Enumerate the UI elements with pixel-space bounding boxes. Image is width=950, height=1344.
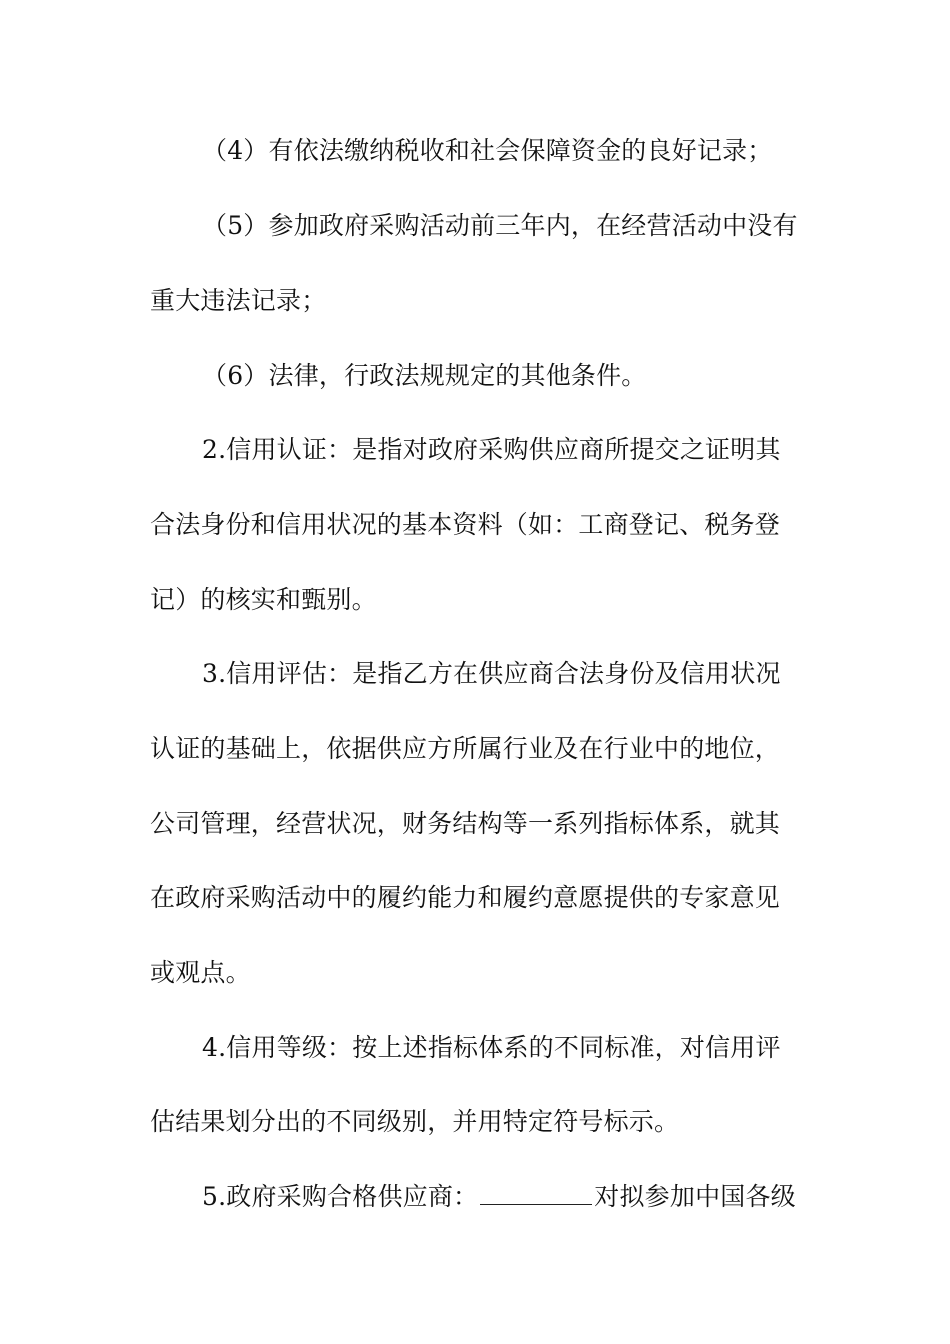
paragraph-line: （5）参加政府采购活动前三年内，在经营活动中没有	[202, 211, 798, 240]
line-text-before-blank: 5.政府采购合格供应商：	[202, 1182, 479, 1211]
paragraph-line: 公司管理，经营状况，财务结构等一系列指标体系，就其	[150, 809, 781, 838]
paragraph-line: 3.信用评估：是指乙方在供应商合法身份及信用状况	[202, 659, 781, 688]
paragraph-line: 2.信用认证：是指对政府采购供应商所提交之证明其	[202, 435, 781, 464]
paragraph-line: 在政府采购活动中的履约能力和履约意愿提供的专家意见	[150, 883, 781, 912]
paragraph-line: 认证的基础上，依据供应方所属行业及在行业中的地位，	[150, 734, 781, 763]
paragraph-line-with-blank	[202, 1179, 862, 1215]
paragraph-line: 估结果划分出的不同级别，并用特定符号标示。	[150, 1107, 680, 1136]
paragraph-line: 或观点。	[150, 958, 251, 987]
paragraph-line: 4.信用等级：按上述指标体系的不同标准，对信用评	[202, 1033, 781, 1062]
paragraph-line: 合法身份和信用状况的基本资料（如：工商登记、税务登	[150, 510, 781, 539]
line-text-after-blank: 对拟参加中国各级	[594, 1182, 796, 1211]
paragraph-line: 记）的核实和甄别。	[150, 585, 377, 614]
paragraph-line: 重大违法记录；	[150, 286, 327, 315]
fill-in-blank	[480, 1180, 592, 1205]
paragraph-line: （4）有依法缴纳税收和社会保障资金的良好记录；	[202, 136, 773, 165]
paragraph-line: （6）法律，行政法规规定的其他条件。	[202, 361, 647, 390]
